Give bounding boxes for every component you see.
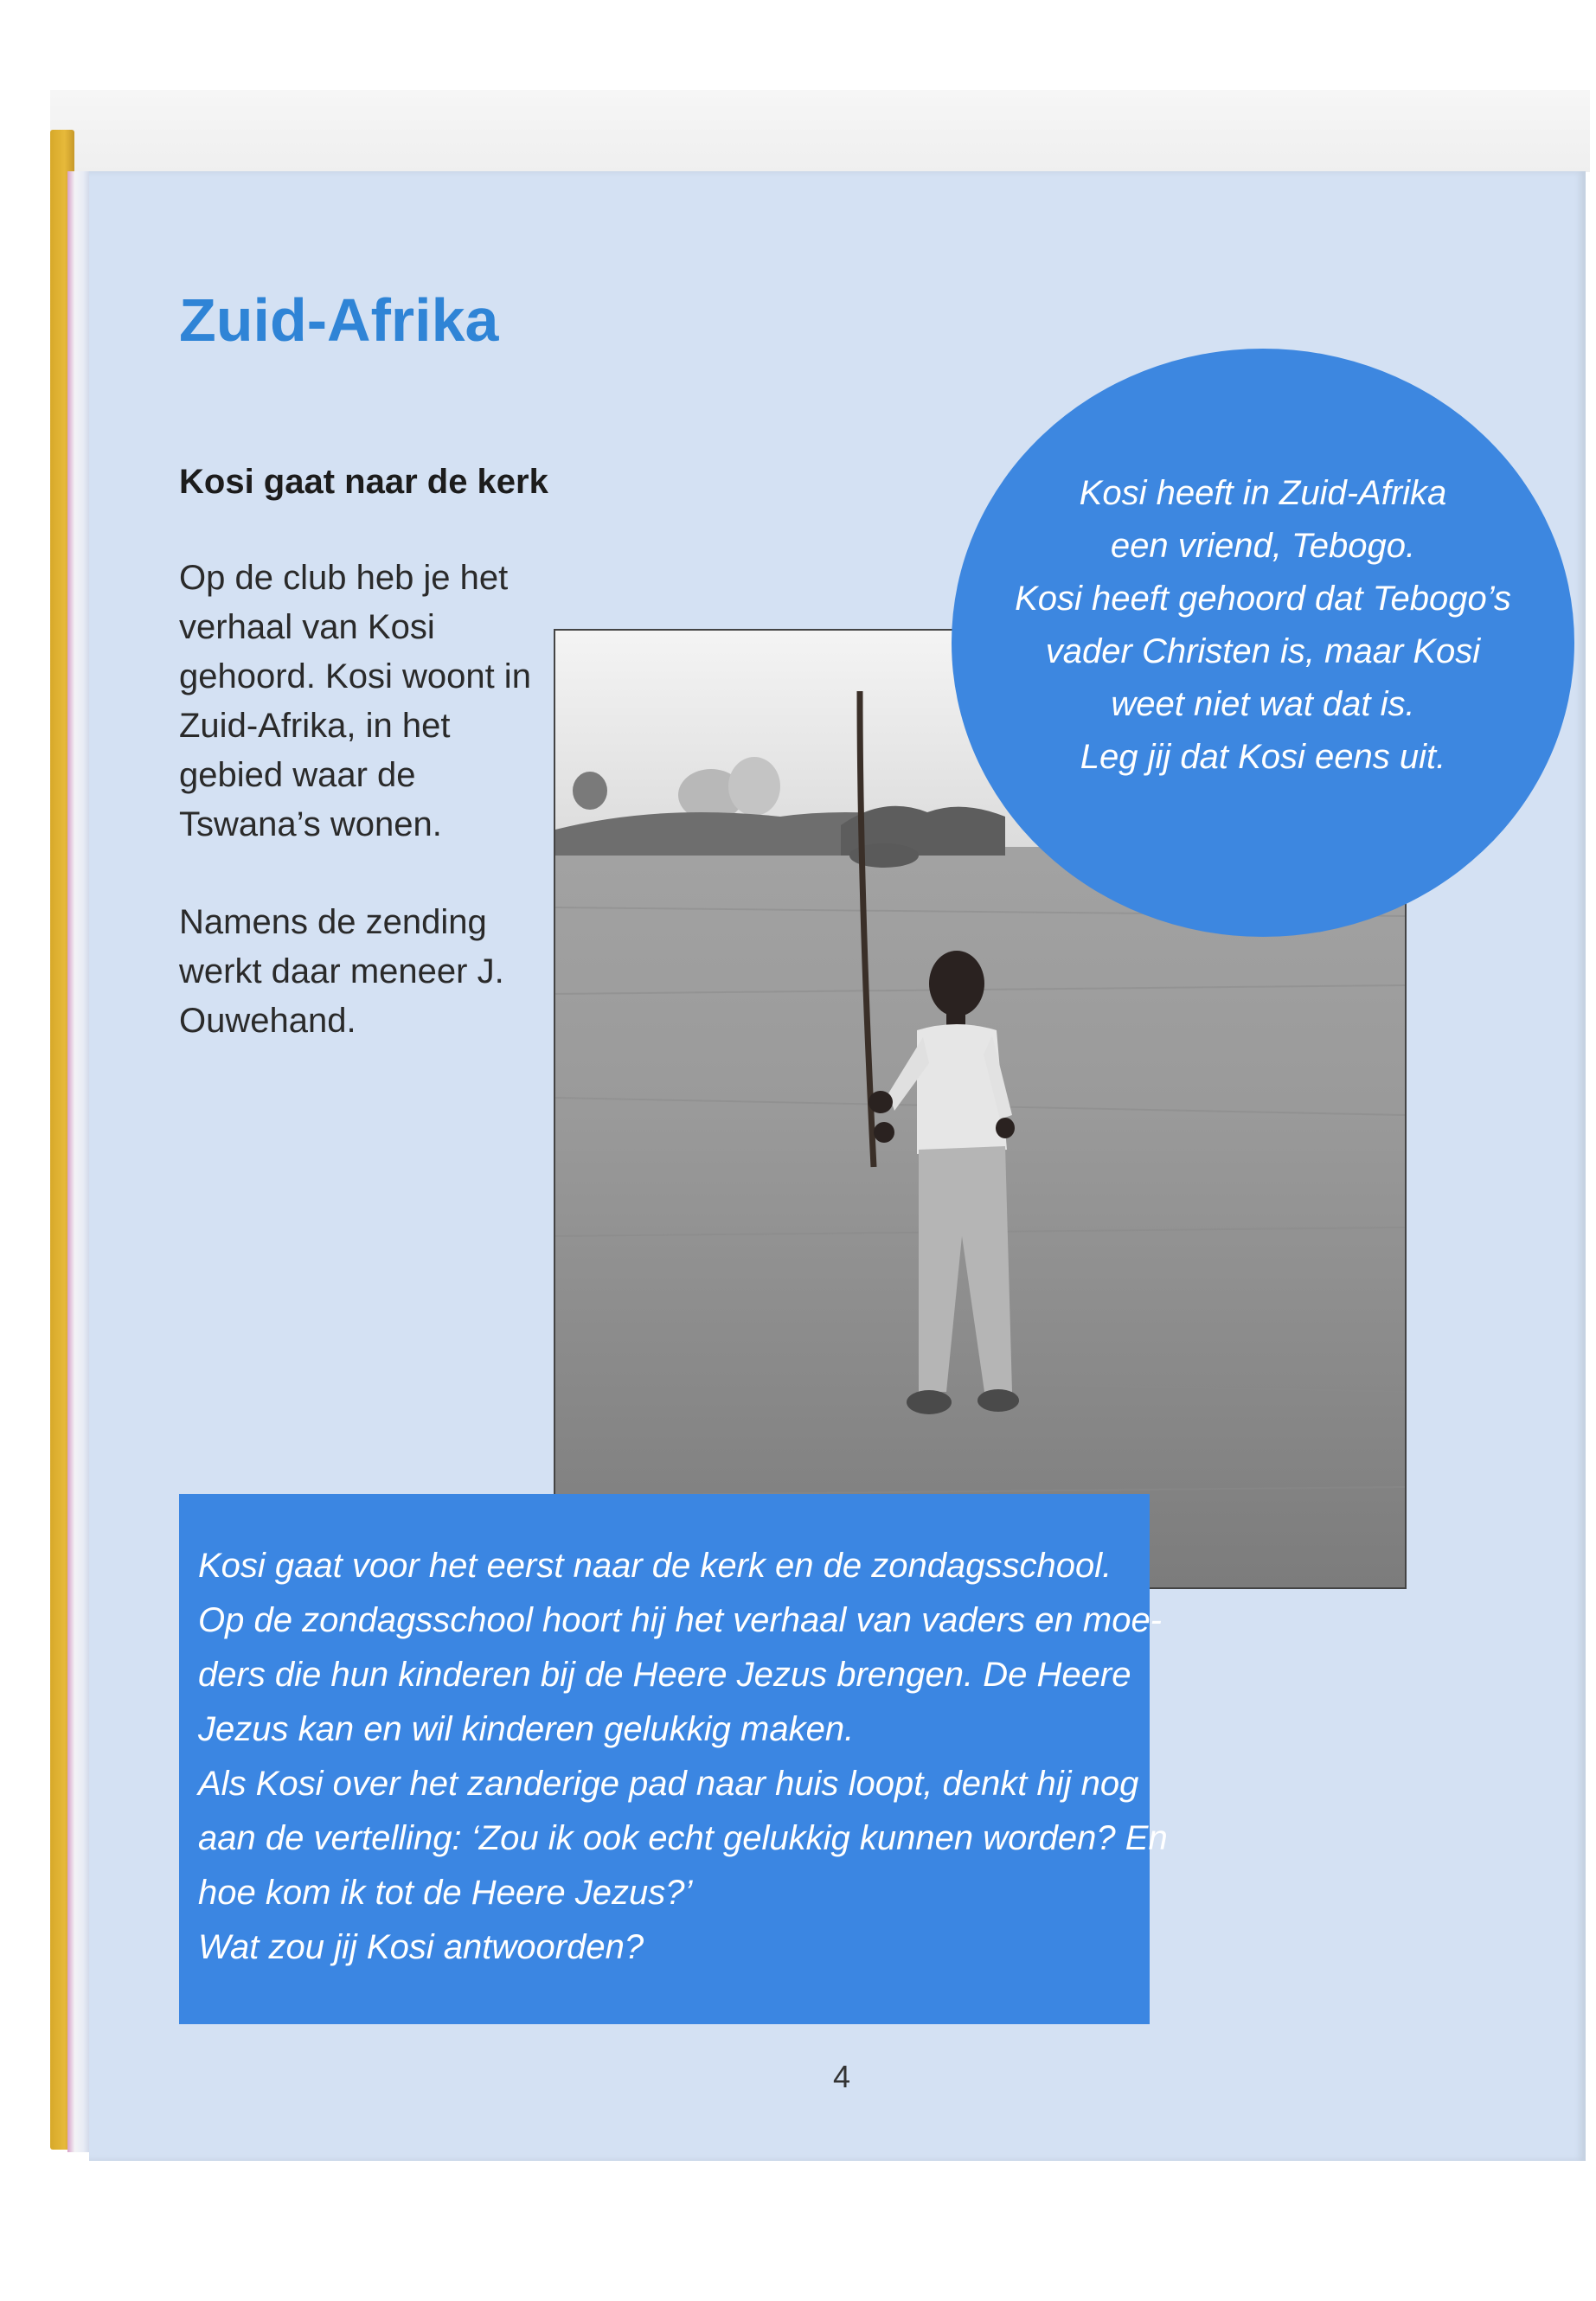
intro-paragraph-2: Namens de zending werkt daar meneer J. Ouwehand. [179, 903, 504, 1040]
story-line: Als Kosi over het zanderige pad naar huis loopt, denkt hij nog [198, 1765, 1139, 1803]
callout-line: Kosi heeft gehoord dat Tebogo’s [1015, 580, 1511, 618]
page-number: 4 [833, 2059, 851, 2094]
intro-paragraph-1: Op de club heb je het verhaal van Kosi gehoord. Kosi woont in Zuid-Afrika, in het gebied waar de Tswana’s wonen. [179, 559, 531, 843]
callout-line: Kosi heeft in Zuid-Afrika [1079, 474, 1447, 512]
section-heading: Kosi gaat naar de kerk [179, 463, 548, 501]
callout-line: weet niet wat dat is. [1111, 685, 1415, 723]
page-title: Zuid-Afrika [179, 286, 499, 354]
book-pages-edge [67, 171, 92, 2152]
story-text-box [179, 1494, 1168, 2024]
scan-top-margin [50, 90, 1590, 172]
story-line: Op de zondagsschool hoort hij het verhaal van vaders en moe- [198, 1601, 1163, 1639]
intro-text [179, 554, 560, 1094]
story-text [198, 1539, 1168, 1975]
callout-line: Leg jij dat Kosi eens uit. [1080, 738, 1446, 776]
callout-line: een vriend, Tebogo. [1110, 527, 1416, 565]
callout-line: vader Christen is, maar Kosi [1045, 632, 1481, 670]
story-line: hoe kom ik tot de Heere Jezus?’ [198, 1874, 693, 1912]
story-line: ders die hun kinderen bij de Heere Jezus brengen. De Heere [198, 1656, 1131, 1694]
speech-circle-callout [952, 349, 1574, 937]
story-line: Jezus kan en wil kinderen gelukkig maken. [198, 1710, 855, 1748]
story-line: Kosi gaat voor het eerst naar de kerk en de zondagsschool. [198, 1547, 1112, 1585]
callout-text [1015, 467, 1511, 784]
story-line: aan de vertelling: ‘Zou ik ook echt gelukkig kunnen worden? En [198, 1819, 1168, 1857]
story-line: Wat zou jij Kosi antwoorden? [198, 1928, 644, 1966]
